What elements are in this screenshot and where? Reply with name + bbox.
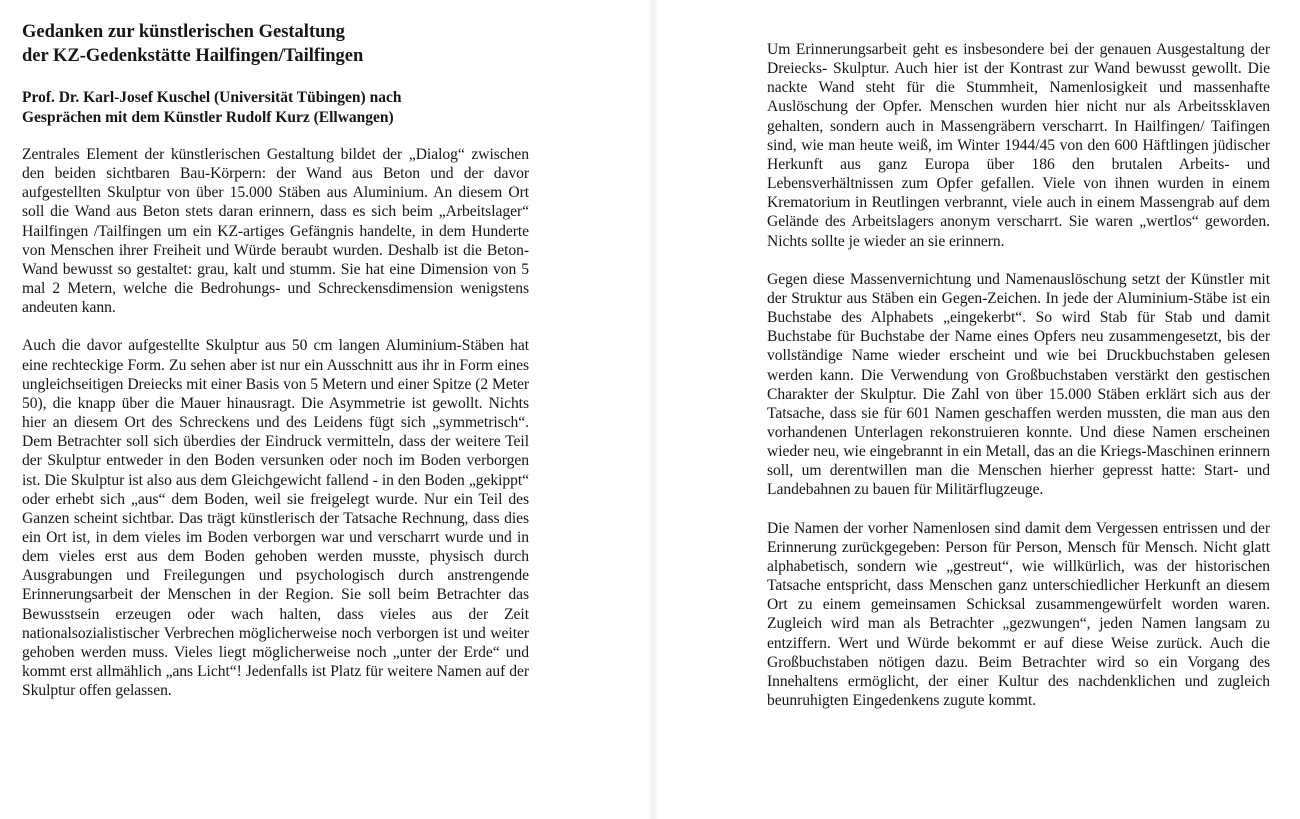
- paragraph-counter-sign: Gegen diese Massenvernichtung und Namenauslöschung setzt der Künstler mit der Struktur aus Stäben ein Gegen-Zeichen. In jede der Aluminium-Stäbe ist ein Buchstabe des Alphabets „eingekerbt“. So wird Stab für Stab und damit Buchstabe für Buchstabe der Name eines Opfers neu zusammengesetzt, bis der vollständige Name wieder erscheint und wie bei Druckbuchstaben gelesen werden kann. Die Verwendung von Großbuchstaben verstärkt den gestischen Charakter der Skulptur. Die Zahl von über 15.000 Stäben erklärt sich aus der Tatsache, dass sie für 601 Namen geschaffen werden mussten, die man aus den vorhandenen Unterlagen rekonstruieren konnte. Und diese Namen erscheinen wieder neu, wie eingebrannt in ein Metall, das an die Kriegs-Maschinen erinnern soll, um derentwillen man die Menschen hierher gepresst hatte: Start- und Landebahnen zu bauen für Militärflugzeuge.: [767, 270, 1270, 499]
- author-byline: [22, 88, 529, 128]
- paragraph-dialog: Zentrales Element der künstlerischen Gestaltung bildet der „Dialog“ zwischen den beiden sichtbaren Bau-Körpern: der Wand aus Beton und der davor aufgestellten Skulptur von über 15.000 Stäben aus Aluminium. An diesem Ort soll die Wand aus Beton stets daran erinnern, dass es sich beim „Arbeitslager“ Hailfingen /Tailfingen um ein KZ-artiges Gefängnis handelte, in dem Hunderte von Menschen ihrer Freiheit und Würde beraubt wurden. Deshalb ist die Beton-Wand bewusst so gestaltet: grau, kalt und stumm. Sie hat eine Dimension von 5 mal 2 Metern, welche die Bedrohungs- und Schreckensdimension wenigstens andeuten kann.: [22, 146, 529, 317]
- author-line-2: Gesprächen mit dem Künstler Rudolf Kurz (Ellwangen): [22, 109, 394, 126]
- document-title: [22, 20, 529, 68]
- title-line-2: der KZ-Gedenkstätte Hailfingen/Tailfingen: [22, 46, 364, 66]
- paragraph-remembrance: Um Erinnerungsarbeit geht es insbesondere bei der genauen Ausgestaltung der Dreiecks- Skulptur. Auch hier ist der Kontrast zur Wand bewusst gewollt. Die nackte Wand steht für die Stummheit, Namenlosigkeit und massenhafte Auslöschung der Opfer. Menschen wurden hier nicht nur als Arbeitssklaven gehalten, sondern auch in Massengräbern verscharrt. In Hailfingen/ Taifingen sind, wie man heute weiß, im Winter 1944/45 von den 600 Häftlingen jüdischer Herkunft aus ganz Europa über 186 den brutalen Arbeits- und Lebensverhältnissen zum Opfer gefallen. Viele von ihnen wurden in einem Krematorium in Reutlingen verbrannt, viele auch in einem Massengrab auf dem Gelände des Arbeitslagers anonym verscharrt. Sie waren „wertlos“ geworden. Nichts sollte je wieder an sie erinnern.: [767, 41, 1270, 250]
- paragraph-sculpture: Auch die davor aufgestellte Skulptur aus 50 cm langen Aluminium-Stäben hat eine rechteckige Form. Zu sehen aber ist nur ein Ausschnitt aus ihr in Form eines ungleichseitigen Dreiecks mit einer Basis von 5 Metern und einer Spitze (2 Meter 50), die knapp über die Mauer hinausragt. Die Asymmetrie ist gewollt. Nichts hier an diesem Ort des Schreckens und des Leidens fügt sich „symmetrisch“. Dem Betrachter soll sich überdies der Eindruck vermitteln, dass der weitere Teil der Skulptur entweder in den Boden versunken oder noch im Boden verborgen ist. Die Skulptur ist also aus dem Gleichgewicht fallend - in den Boden „gekippt“ oder erhebt sich „aus“ dem Boden, weil sie freigelegt wurde. Nur ein Teil des Ganzen scheint sichtbar. Das trägt künstlerisch der Tatsache Rechnung, dass dies ein Ort ist, in dem vieles im Boden verborgen war und verscharrt wurde und in dem vieles erst aus dem Boden gehoben werden musste, physisch durch Ausgrabungen und Freilegungen und psychologisch durch anstrengende Erinnerungsarbeit der Menschen in der Region. Sie soll beim Betrachter das Bewusstsein erzeugen oder wach halten, dass vieles aus der Zeit nationalsozialistischer Verbrechen möglicherweise noch verborgen ist und weiter gehoben werden muss. Vieles liegt möglicherweise noch „unter der Erde“ und kommt erst allmählich „ans Licht“! Jedenfalls ist Platz für weitere Namen auf der Skulptur offen gelassen.: [22, 337, 529, 700]
- title-line-1: Gedanken zur künstlerischen Gestaltung: [22, 22, 345, 42]
- paragraph-names: Die Namen der vorher Namenlosen sind damit dem Vergessen entrissen und der Erinnerung zurückgegeben: Person für Person, Mensch für Mensch. Nicht glatt alphabetisch, sondern wie „gestreut“, wie willkürlich, was der historischen Tatsache entspricht, dass Menschen ganz unterschiedlicher Herkunft an diesem Ort zu einem gemeinsamen Schicksal zusammengewürfelt worden waren. Zugleich wird man als Betrachter „gezwungen“, jeden Namen langsam zu entziffern. Wert und Würde bekommt er auf diese Weise zurück. Auch die Großbuchstaben nötigen dazu. Beim Betrachter wird so ein Vorgang des Innehaltens ermöglicht, der einer Kultur des nachdenklichen und zugleich beunruhigten Eingedenkens zugute kommt.: [767, 519, 1270, 709]
- left-column: [22, 20, 529, 700]
- author-line-1: Prof. Dr. Karl-Josef Kuschel (Universität Tübingen) nach: [22, 89, 402, 106]
- right-page: [655, 0, 1300, 819]
- right-column: [767, 40, 1270, 710]
